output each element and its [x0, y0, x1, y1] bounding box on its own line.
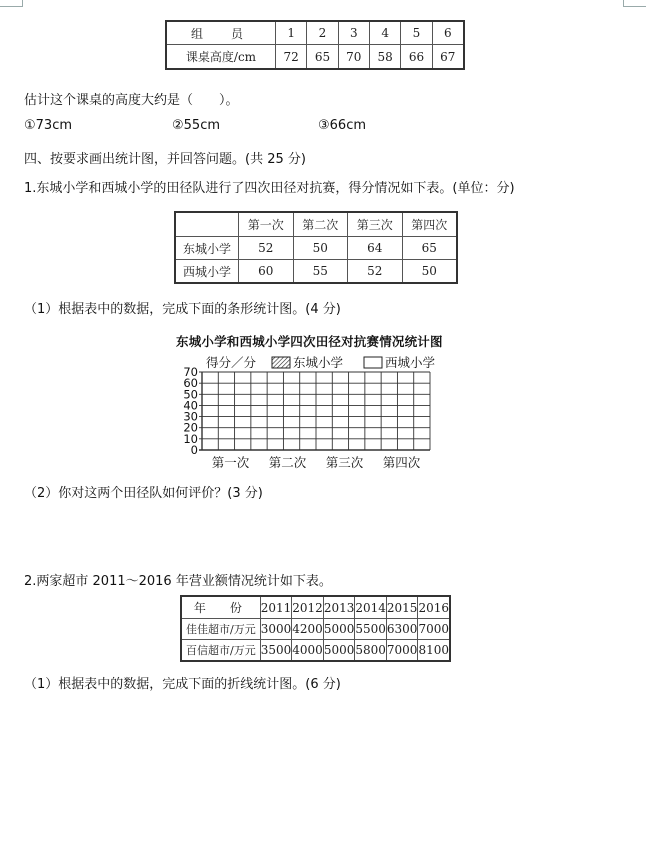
sales-cell: 7000 — [386, 640, 418, 661]
table-corner-cell — [176, 213, 239, 237]
score-cell: 52 — [239, 237, 294, 260]
sales-cell: 5500 — [355, 619, 387, 640]
page-corner-mark-left — [0, 0, 23, 7]
page-corner-mark-right — [623, 0, 646, 7]
option-b: ②55cm — [172, 118, 221, 133]
x-axis-categories — [212, 455, 421, 470]
sales-cell: 8100 — [418, 640, 450, 661]
sales-cell: 7000 — [418, 619, 450, 640]
sales-cell: 4000 — [292, 640, 324, 661]
track-meet-table — [175, 212, 457, 283]
member-cell: 2 — [307, 22, 338, 45]
member-cell: 1 — [276, 22, 307, 45]
height-cell: 67 — [432, 45, 463, 69]
legend-label-west: 西城小学 — [385, 355, 436, 370]
section-title: 四、按要求画出统计图，并回答问题。(共 25 分) — [24, 152, 306, 167]
problem2-intro: 2.两家超市 2011～2016 年营业额情况统计如下表。 — [24, 574, 332, 589]
y-tick-label: 30 — [183, 409, 198, 424]
row-label: 百信超市/万元 — [182, 640, 261, 661]
year-cell: 2015 — [386, 597, 418, 619]
y-axis-ticks — [183, 365, 198, 457]
column-header: 第三次 — [348, 213, 403, 237]
year-cell: 2016 — [418, 597, 450, 619]
legend-label-east: 东城小学 — [293, 355, 344, 370]
year-cell: 2013 — [323, 597, 355, 619]
problem1-sub2: （2）你对这两个田径队如何评价？(3 分) — [24, 486, 263, 501]
member-cell: 3 — [338, 22, 369, 45]
supermarket-sales-table — [181, 596, 450, 661]
problem2-sub1: （1）根据表中的数据，完成下面的折线统计图。(6 分) — [24, 677, 341, 692]
member-cell: 4 — [369, 22, 400, 45]
sales-cell: 4200 — [292, 619, 324, 640]
option-c: ③66cm — [318, 118, 367, 133]
height-cell: 72 — [276, 45, 307, 69]
y-tick-label: 70 — [183, 365, 198, 379]
y-tick-label: 0 — [190, 443, 198, 457]
column-header: 第一次 — [239, 213, 294, 237]
y-tick-label: 40 — [183, 398, 198, 413]
score-cell: 50 — [293, 237, 348, 260]
year-cell: 2011 — [260, 597, 292, 619]
sales-cell: 6300 — [386, 619, 418, 640]
score-cell: 55 — [293, 260, 348, 283]
x-category-label: 第二次 — [268, 455, 307, 470]
height-cell: 66 — [401, 45, 432, 69]
score-cell: 50 — [402, 260, 457, 283]
desk-height-table — [166, 21, 464, 69]
y-axis-label: 得分／分 — [206, 355, 257, 370]
year-cell: 2014 — [355, 597, 387, 619]
column-header: 第二次 — [293, 213, 348, 237]
y-tick-label: 20 — [183, 420, 198, 435]
table-row-label: 课桌高度/cm — [167, 45, 276, 69]
x-category-label: 第一次 — [211, 455, 250, 470]
problem1-sub1: （1）根据表中的数据，完成下面的条形统计图。(4 分) — [24, 302, 341, 317]
x-category-label: 第三次 — [325, 455, 364, 470]
row-label: 东城小学 — [176, 237, 239, 260]
score-cell: 60 — [239, 260, 294, 283]
y-tick-label: 10 — [183, 431, 198, 446]
height-cell: 65 — [307, 45, 338, 69]
sales-cell: 3000 — [260, 619, 292, 640]
column-header: 第四次 — [402, 213, 457, 237]
legend-swatch-east — [272, 357, 290, 368]
x-category-label: 第四次 — [382, 455, 421, 470]
problem1-intro: 1.东城小学和西城小学的田径队进行了四次田径对抗赛，得分情况如下表。(单位：分) — [24, 181, 515, 196]
height-cell: 58 — [369, 45, 400, 69]
height-cell: 70 — [338, 45, 369, 69]
score-cell: 64 — [348, 237, 403, 260]
sales-cell: 5800 — [355, 640, 387, 661]
member-cell: 5 — [401, 22, 432, 45]
y-tick-label: 50 — [183, 387, 198, 402]
chart-grid — [199, 372, 430, 450]
estimate-question: 估计这个课桌的高度大约是（ ）。 — [24, 93, 239, 108]
score-cell: 65 — [402, 237, 457, 260]
table-header-cell: 组 员 — [167, 22, 276, 45]
sales-cell: 5000 — [323, 619, 355, 640]
sales-cell: 5000 — [323, 640, 355, 661]
option-a: ①73cm — [24, 118, 73, 133]
row-label: 佳佳超市/万元 — [182, 619, 261, 640]
y-tick-label: 60 — [183, 376, 198, 391]
bar-chart — [180, 350, 460, 470]
legend-swatch-west — [364, 357, 382, 368]
chart-title: 东城小学和西城小学四次田径对抗赛情况统计图 — [176, 334, 443, 349]
row-label: 西城小学 — [176, 260, 239, 283]
year-cell: 2012 — [292, 597, 324, 619]
table-header-cell: 年 份 — [182, 597, 261, 619]
score-cell: 52 — [348, 260, 403, 283]
member-cell: 6 — [432, 22, 463, 45]
sales-cell: 3500 — [260, 640, 292, 661]
